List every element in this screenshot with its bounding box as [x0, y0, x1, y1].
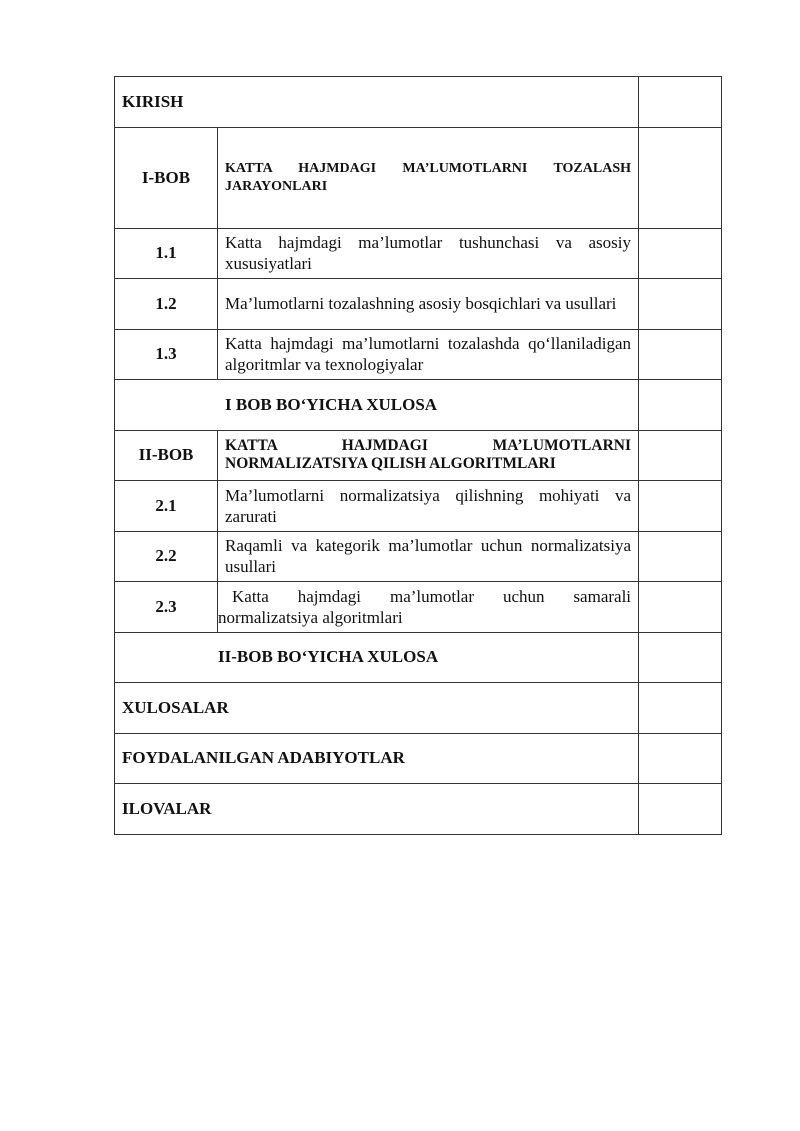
page-cell: [639, 380, 722, 431]
toc-row-ilovalar: [115, 784, 722, 835]
page-cell: [639, 430, 722, 481]
page-cell: [639, 481, 722, 532]
table-of-contents: [114, 76, 722, 835]
toc-row-adabiyotlar: [115, 733, 722, 784]
toc-entry-ilovalar: ILOVALAR: [115, 784, 639, 835]
page-cell: [639, 329, 722, 380]
chapter-1-title: KATTA HAJMDAGI MA’LUMOTLARNI TOZALASH JARAYONLARI: [218, 127, 639, 228]
chapter-2-title: KATTA HAJMDAGI MA’LUMOTLARNI NORMALIZATSIYA QILISH ALGORITMLARI: [218, 430, 639, 481]
page-cell: [639, 77, 722, 128]
toc-row-section: [115, 329, 722, 380]
toc-row-kirish: [115, 77, 722, 128]
page-cell: [639, 531, 722, 582]
section-title: Raqamli va kategorik ma’lumotlar uchun normalizatsiya usullari: [218, 531, 639, 582]
section-number: 1.1: [115, 228, 218, 279]
section-title: Ma’lumotlarni tozalashning asosiy bosqichlari va usullari: [218, 279, 639, 330]
toc-row-section: [115, 481, 722, 532]
toc-row-summary-1: [115, 380, 722, 431]
page-cell: [639, 733, 722, 784]
toc-row-section: [115, 582, 722, 633]
toc-row-chapter-1: [115, 127, 722, 228]
section-title: Ma’lumotlarni normalizatsiya qilishning mohiyati va zarurati: [218, 481, 639, 532]
toc-row-section: [115, 279, 722, 330]
page-cell: [639, 228, 722, 279]
chapter-1-summary: I BOB BO‘YICHA XULOSA: [115, 380, 639, 431]
page-cell: [639, 683, 722, 734]
section-number: 2.2: [115, 531, 218, 582]
section-number: 2.1: [115, 481, 218, 532]
toc-row-xulosalar: [115, 683, 722, 734]
section-number: 2.3: [115, 582, 218, 633]
page-cell: [639, 632, 722, 683]
toc-row-section: [115, 228, 722, 279]
section-number: 1.2: [115, 279, 218, 330]
toc-entry-kirish: KIRISH: [115, 77, 639, 128]
chapter-2-summary: II-BOB BO‘YICHA XULOSA: [115, 632, 639, 683]
page-cell: [639, 127, 722, 228]
toc-row-summary-2: [115, 632, 722, 683]
toc-row-section: [115, 531, 722, 582]
section-title: Katta hajmdagi ma’lumotlar tushunchasi va asosiy xususiyatlari: [218, 228, 639, 279]
chapter-2-label: II-BOB: [115, 430, 218, 481]
section-title: Katta hajmdagi ma’lumotlar uchun samarali normalizatsiya algoritmlari: [218, 582, 639, 633]
section-title: Katta hajmdagi ma’lumotlarni tozalashda qo‘llaniladigan algoritmlar va texnologiyalar: [218, 329, 639, 380]
chapter-1-label: I-BOB: [115, 127, 218, 228]
section-number: 1.3: [115, 329, 218, 380]
page-cell: [639, 582, 722, 633]
page-cell: [639, 784, 722, 835]
toc-row-chapter-2: [115, 430, 722, 481]
page-cell: [639, 279, 722, 330]
toc-entry-xulosalar: XULOSALAR: [115, 683, 639, 734]
toc-entry-adabiyotlar: FOYDALANILGAN ADABIYOTLAR: [115, 733, 639, 784]
